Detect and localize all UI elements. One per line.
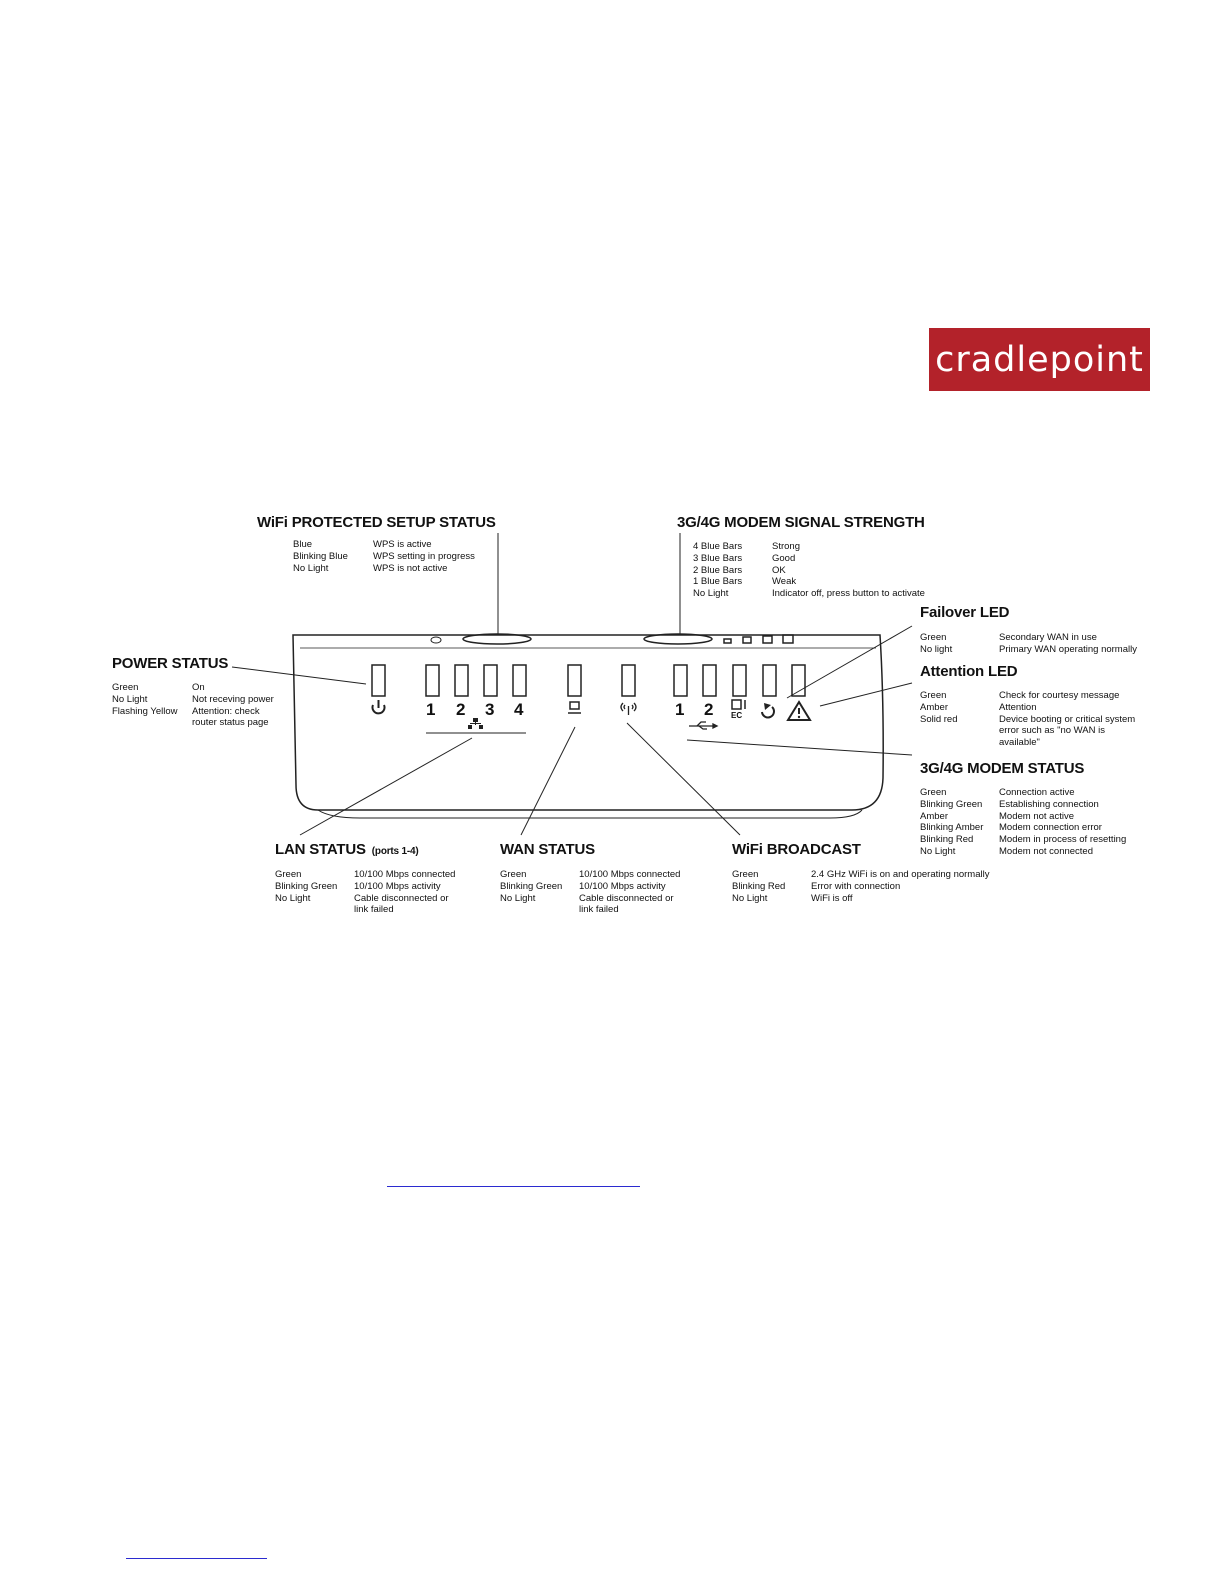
lan-port-label-3: 3 (485, 700, 495, 719)
legend-value: Establishing connection (999, 798, 1099, 810)
legend-value: Modem in process of resetting (999, 834, 1127, 846)
legend-value: 10/100 Mbps activity (354, 880, 441, 892)
signal-bar-3 (763, 636, 772, 643)
lan-led-2 (455, 665, 468, 696)
failover-led-title: Failover LED (920, 604, 1010, 621)
legend-key: Amber (920, 810, 948, 822)
legend-key: Green (112, 682, 139, 693)
legend-key: Blinking Blue (293, 550, 348, 562)
wifi-broadcast-title: WiFi BROADCAST (732, 841, 861, 858)
legend-value: Secondary WAN in use (999, 632, 1097, 643)
usb-led-1 (674, 665, 687, 696)
failover-led (763, 665, 776, 696)
legend-key: No Light (112, 693, 148, 705)
legend-key: Green (920, 787, 947, 798)
legend-value: Check for courtesy message (999, 690, 1120, 701)
power-led (372, 665, 385, 696)
refresh-icon-arrow (764, 703, 771, 710)
legend-value: Connection active (999, 787, 1075, 798)
legend-key: Solid red (920, 713, 958, 725)
legend-value: On (192, 682, 205, 693)
legend-value: 10/100 Mbps connected (579, 869, 681, 880)
legend-key: No Light (275, 892, 311, 904)
power-callout-line (232, 667, 366, 684)
footnote-link-underline[interactable] (126, 1558, 267, 1559)
legend-value: Modem not active (999, 810, 1074, 822)
legend-key: Green (500, 869, 527, 880)
usb-icon (689, 722, 717, 729)
warning-icon-dot (798, 716, 800, 718)
legend-value: 10/100 Mbps connected (354, 869, 456, 880)
lan-led-3 (484, 665, 497, 696)
indicator-hole (431, 637, 441, 643)
legend-key: No Light (500, 892, 536, 904)
legend-key: Green (920, 690, 947, 701)
legend-key: Blinking Green (275, 880, 338, 892)
legend-value: Modem connection error (999, 822, 1102, 834)
wan-callout-line (521, 727, 575, 835)
legend-key: Flashing Yellow (112, 705, 178, 717)
legend-key: 4 Blue Bars (693, 541, 743, 552)
modem-callout-line (687, 740, 912, 755)
signal-bar-4 (783, 635, 793, 643)
legend-value: Device booting or critical system error such as "no WAN is available" (999, 713, 1136, 749)
wan-status-title: WAN STATUS (500, 841, 595, 858)
legend-key: Blue (293, 539, 313, 550)
wan-led (568, 665, 581, 696)
legend-key: Green (920, 632, 947, 643)
legend-key: No Light (293, 562, 329, 574)
attention-led-title: Attention LED (920, 663, 1018, 680)
usb-port-label-2: 2 (704, 700, 714, 719)
legend-key: 1 Blue Bars (693, 576, 743, 588)
lan-status-title-text: LAN STATUS (275, 841, 366, 858)
ec-label: EC (731, 711, 743, 720)
legend-value: Modem not connected (999, 845, 1094, 857)
legend-value: Indicator off, press button to activate (772, 588, 925, 600)
legend-value: WiFi is off (811, 892, 853, 904)
legend-value: Good (772, 552, 796, 564)
wan-icon (568, 702, 581, 713)
legend-value: Cable disconnected or link failed (354, 892, 449, 916)
sim-card-icon (732, 700, 745, 709)
lan-port-label-4: 4 (514, 700, 524, 719)
signal-strength-title: 3G/4G MODEM SIGNAL STRENGTH (677, 514, 925, 531)
legend-value: 10/100 Mbps activity (579, 880, 666, 892)
legend-value: Primary WAN operating normally (999, 643, 1137, 655)
legend-key: Green (275, 869, 302, 880)
legend-key: No Light (732, 892, 768, 904)
legend-key: Blinking Red (920, 834, 974, 846)
router-base (318, 810, 862, 818)
legend-key: 2 Blue Bars (693, 564, 743, 576)
wifi-led (622, 665, 635, 696)
legend-key: Blinking Green (920, 798, 983, 810)
refresh-icon (762, 707, 774, 717)
network-icon (468, 718, 483, 729)
legend-value: Attention (999, 701, 1037, 713)
lan-status-subtitle: (ports 1-4) (371, 846, 419, 857)
legend-key: No Light (920, 845, 956, 857)
legend-value: WPS is not active (373, 562, 448, 574)
attention-callout-line (820, 683, 912, 706)
lan-callout-line (300, 738, 472, 835)
legend-value: WPS setting in progress (373, 550, 475, 562)
router-body-outline (293, 635, 883, 810)
legend-key: No Light (693, 588, 729, 600)
legend-key: Amber (920, 701, 948, 713)
ec-led (733, 665, 746, 696)
modem-status-title: 3G/4G MODEM STATUS (920, 760, 1085, 777)
signal-bar-2 (743, 637, 751, 643)
wps-status-title: WiFi PROTECTED SETUP STATUS (257, 514, 496, 531)
legend-key: No light (920, 643, 953, 655)
legend-value: Error with connection (811, 880, 901, 892)
legend-key: Blinking Red (732, 880, 786, 892)
legend-value: Not receving power (192, 693, 274, 705)
legend-key: 3 Blue Bars (693, 552, 743, 564)
signal-bar-1 (724, 639, 731, 643)
legend-value: Cable disconnected or link failed (579, 892, 674, 916)
lan-port-label-2: 2 (456, 700, 466, 719)
lan-port-label-1: 1 (426, 700, 436, 719)
usb-port-label-1: 1 (675, 700, 685, 719)
wifi-icon (621, 703, 636, 715)
usb-led-2 (703, 665, 716, 696)
hyperlink-underline[interactable] (387, 1186, 640, 1187)
lan-led-4 (513, 665, 526, 696)
legend-value: 2.4 GHz WiFi is on and operating normally (811, 869, 990, 880)
legend-value: Weak (772, 576, 797, 588)
legend-value: Strong (772, 541, 800, 552)
legend-value: OK (772, 564, 786, 576)
legend-key: Green (732, 869, 759, 880)
power-status-title: POWER STATUS (112, 655, 229, 672)
legend-value: Attention: check router status page (192, 705, 269, 729)
legend-value: WPS is active (373, 539, 432, 550)
lan-led-1 (426, 665, 439, 696)
legend-key: Blinking Green (500, 880, 563, 892)
legend-key: Blinking Amber (920, 822, 984, 834)
cradlepoint-logo: cradlepoint (929, 328, 1150, 391)
